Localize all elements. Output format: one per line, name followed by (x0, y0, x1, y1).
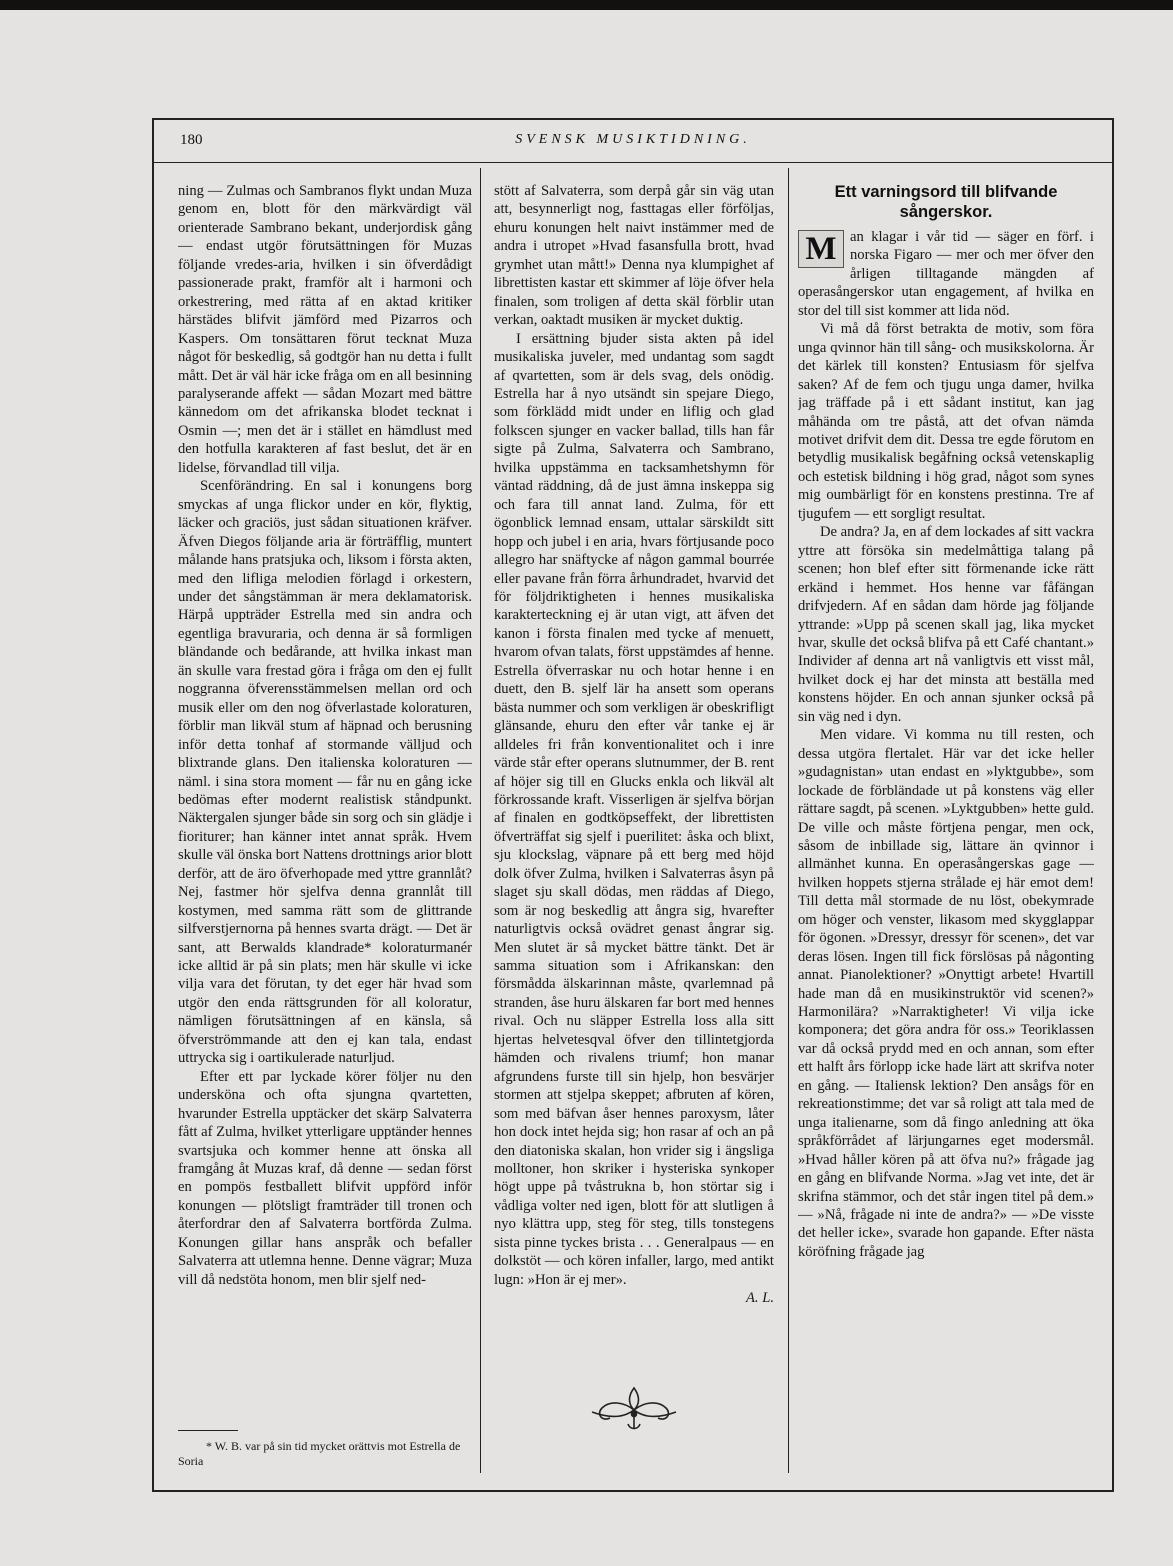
paragraph: Efter ett par lyckade körer följer nu den undersköna och ofta sjungna qvartetten, hvarunder Estrella upptäcker det skärp Salvaterra fått af Zulma, hvilket ytterligare upptänder hennes svartsjuka och kommer henne att önska all framgång åt Muzas kraf, då denne — sedan först en pompös festballett blifvit uppförd inför konungen — plötsligt framträder till tronen och återfordrar den af Salvaterra bortförda Zulma. Konungen gillar hans anspråk och befaller Salvaterra att utlemna henne. Denne vägrar; Muza vill då nedstöta honom, men blir sjelf ned- (178, 1068, 472, 1288)
footnote-rule (178, 1430, 238, 1431)
column-left (178, 182, 472, 1477)
journal-title: SVENSK MUSIKTIDNING. (515, 132, 751, 147)
paragraph: Men vidare. Vi komma nu till resten, och dessa utgöra flertalet. Här var det icke heller »gudagnistan» utan endast en »lyktgubbe», som lockade de förbländade ut på konstens väg eller rättare sagdt, på scenen. »Lyktgubben» hette guld. De ville och måste förtjena pengar, men ock, såsom de inbillade sig, lättare än qvinnor i allmänhet kunna. En operasångerskas gage — hvilken hoppets stjerna strålade ej här emot dem! Till detta mål stormade de nu löst, obekymrade om höger och venster, likasom med skygglappar för ögonen. »Dressyr, dressyr för scenen», det var deras lösen. Ingen till fick förslösas på någonting annat. Pianolektioner? »Onyttigt arbete! Hvartill hade man då en musikinstruktör vid scenen?» Harmonilära? »Narraktigheter! Vi vilja icke komponera; det göra andra för oss.» Teoriklassen var då också prydd med en och annan, som efter ett halft års förlopp icke hade lärt att skrifva noter en gång. — Italiensk lektion? Den ansågs för en rekreationstimme; det var så roligt att tala med de unga italienarne, som då fingo anledning att öka språkförrådet af lärjungarnes eget modersmål. »Hvad håller kören på att öfva nu?» frågade jag en gång en blifvande Norma. »Jag vet inte, det är skrifna stämmor, och det står ingen titel på dem.» — »Nå, frågade ni inte de andra?» — »De visste det heller icke», svarade hon gapande. Efter nästa köröfning frågade jag (798, 727, 1094, 1260)
footnote-text: * W. B. var på sin tid mycket orättvis mot Estrella de Soria (178, 1439, 461, 1468)
paragraph: ning — Zulmas och Sambranos flykt undan Muza genom en, blott för den märkvärdigt väl orienterade Sambrano bekant, underjordisk gång — endast utgör förutsättningen för Muzas följande vredes-aria, hvilken i sin öfverdådigt passionerade prakt, framför alt i harmoni och orkestrering, med rätta af en aktad kritiker härstädes blifvit jämförd med Pizarros och Kaspers. Om tonsättaren förut tecknat Muza något för beskedlig, så godtgör han nu detta i fullt mått. Det är väl här icke fråga om en all besinning paralyserande affekt — sådan Mozart med bättre kännedom om det afrikanska blodet tecknat i Osmin —; men det är i stället en hämdlust med den hotfulla karakteren af fast beslut, det är en lidelse, förvandlad till vilja. (178, 183, 472, 476)
ornament-icon (584, 1382, 684, 1434)
column-middle (494, 182, 774, 1477)
dropcap-letter: M (798, 230, 844, 268)
footnote (178, 1430, 472, 1469)
author-signature: A. L. (746, 1290, 774, 1307)
page-number: 180 (180, 132, 203, 148)
column-rule-left (480, 168, 481, 1473)
column-right (798, 182, 1094, 1477)
paragraph (798, 228, 1094, 320)
paragraph: Vi må då först betrakta de motiv, som föra unga qvinnor hän till sång- och musikskolorna. Är det kärlek till konsten? Entusiasm för sjelfva saken? Af de fem och tjugu unga damer, hvilka jag träffade på i ett sådant institut, kan jag måhända om tre påstå, att det ofvan nämda motivet drifvit dem dit. Dessa tre egde förutom en betydlig musikalisk begåfning också vetenskaplig och estetisk bildning i hög grad, något som synes mig oumbärligt för en konstens prestinna. Tre af tjugufem — ett sorgligt resultat. (798, 321, 1094, 522)
page (0, 10, 1173, 1566)
article-title: Ett varningsord till blifvande sångerskor. (834, 183, 1058, 221)
page-frame (152, 118, 1114, 1492)
paragraph: I ersättning bjuder sista akten på idel musikaliska juveler, med undantag som sagdt af qvartetten, som är dels svag, dels onödig. Estrella har å nyo utsändt sin spejare Diego, som förklädd midt under en liflig och glad folkscen sjunger en vacker ballad, tills han får sigte på Zulma, Salvaterra och Sambrano, hvilka uppstämma en tacksamhetshymn för väntad räddning, då de just ämna inskeppa sig och fara till annat land. Zulma, för ett ögonblick lemnad ensam, uttalar särskildt sitt hopp och jubel i en aria, hvars förtjusande poco allegro har snäftycke af någon gammal bourrée eller pavane från förra århundradet, hvarvid det för följdriktigheten i hennes musikaliska karakterteckning ej är utan vigt, att äfven det kanon i första finalen med tycke af menuett, hvarom ofvan talats, först uppstämdes af henne. Estrella öfverraskar nu och hotar henne i en duett, den B. sjelf lär ha ansett som operans bästa nummer och som verkligen är obeskrifligt glänsande, ehuru den efter vår tanke ej är alldeles fri från konventionalitet och i inre värde står efter operans slutnummer, der B. rent af höjer sig till en Glucks enkla och likväl alt förkrossande kraft. Visserligen är sjelfva början af finalen en godtköpseffekt, der librettisten öfverträffat sig sjelf i puerilitet: åska och blixt, sju klockslag, väpnare på ett berg med höjd dolk öfver Zulma, hvilken i Salvaterras åsyn på slaget sju skall dödas, men räddas af Diego, som är nog beskedlig att ångra sig, hvarefter naturligtvis också ovädret genast ångrar sig. Men slutet är så mycket bättre tänkt. Det är samma situation som i Afrikanskan: den försmådda älskarinnan måste, qvarlemnad på stranden, åse huru älskaren far bort med hennes rival. Och nu släpper Estrella loss alla sitt hjertas helvetesqval öfver den tillintetgjorda hämden och rivalens triumf; hon manar afgrundens furste till sin hjelp, hon besvärjer stormen att stjelpa skeppet; afbruten af kören, som med bäfvan åser hennes paroxysm, låter hon dock intet hejda sig; hon rasar af och an på den diatoniska skalan, hon vrider sig i ängsliga molltoner, hon skriker i hysteriska synkoper högt uppe på tvåstrukna b, hon störtar sig i vådliga volter ned igen, blott för att slutligen å nyo klättra upp, steg för steg, tills tonstegens sista pinne tyckes brista . . . Generalpaus — en dolkstöt — och kören infaller, largo, med antikt lugn: »Hon är ej mer». (494, 330, 774, 1288)
paragraph-text: an klagar i vår tid — säger en förf. i norska Figaro — mer och mer öfver den årligen tilltagande mängden af operasångerskor utan engagement, af hvilka en stor del till sist kommer att lida nöd. (798, 229, 1094, 319)
column-rule-right (788, 168, 789, 1473)
running-header (154, 120, 1112, 163)
paragraph: stött af Salvaterra, som derpå går sin väg utan att, besynnerligt nog, fasttagas eller förföljas, ehuru konungen helt naivt instämmer med de andra i utropet »Hvad fasansfulla brott, hvad grymhet utan mått!» Denna nya klumpighet af librettisten kastar ett skimmer af löje öfver hela finalen, som troligen af detta skäl förblir utan verkan, oaktadt musiken är mycket duktig. (494, 183, 774, 329)
paragraph: De andra? Ja, en af dem lockades af sitt vackra yttre att försöka sin medelmåttiga talang på scenen; hon blef efter sitt förmenande icke rätt erkänd i hemmet. Hos henne var fåfängan drifvjedern. Af en sådan dam hörde jag följande yttrande: »Upp på scenen skall jag, lika mycket hvar, skulle det också blifva på ett Café chantant.» Individer af denna art nå vanligtvis ett visst mål, hvilket dock ej har det minsta att beställa med konstens höjder. En och annan sjunker också på sin väg ned i dyn. (798, 524, 1094, 725)
paragraph: Scenförändring. En sal i konungens borg smyckas af unga flickor under en kör, flyktig, läcker och graciös, just sådan situationen kräfver. Äfven Diegos följande aria är förträfflig, muntert målande hans pratsjuka och, liksom i första akten, med den lifliga melodien förlagd i orkestern, under det sångstämman är mera deklamatorisk. Härpå uppträder Estrella med sin andra och egentliga bravuraria, och denna är så formligen bländande och bedårande, att hvilka inkast man än skulle vara frestad göra i fråga om den ej fullt noggranna öfverensstämmelsen mellan ord och musik eller om den nog öfverlastade koloraturen, förblir man likväl stum af häpnad och berusning inför detta tonhaf af stormande välljud och blixtrande glans. Den italienska koloraturen — näml. i sina stora moment — får nu en gång icke bedömas efter modernt realistisk ståndpunkt. Näktergalen sjunger både sin sorg och sin glädje i fioriturer; han känner intet annat språk. Hvem skulle väl önska bort Nattens drottnings arior blott derför, att de äro öfverhopade med yttre grannlåt? Nej, fastmer hör sjelfva denna grannlåt till kostymen, med samma rätt som de glittrande silfverstjernorna på hennes svarta drägt. — Det är sant, att Berwalds klandrade* koloraturmanér icke alltid är på sin plats; men här skulle vi icke vilja vara det förutan, ty det eger här hvad som utgör den enda rättsgrunden för all koloratur, nämligen förutsättningen af en känsla, så öfverströmmande att den ej kan tala, endast uttrycka sig i oartikulerade naturljud. (178, 478, 472, 1067)
